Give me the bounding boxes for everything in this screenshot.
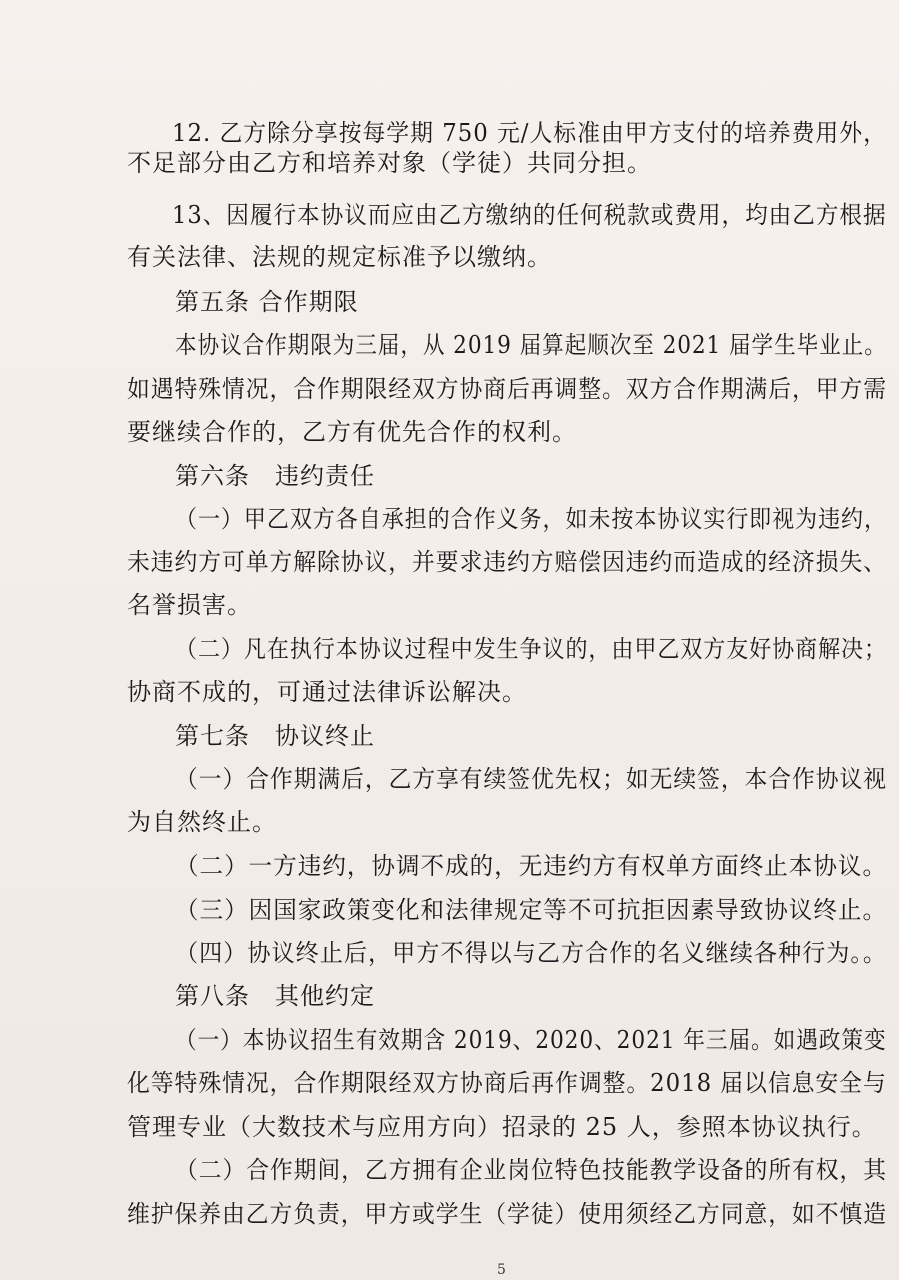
article-6-item-1-line-2: 未违约方可单方解除协议，并要求违约方赔偿因违约而造成的经济损失、 <box>127 548 887 576</box>
article-5-line-2: 如遇特殊情况，合作期限经双方协商后再调整。双方合作期满后，甲方需 <box>127 375 887 403</box>
clause-12-line-2: 不足部分由乙方和培养对象（学徒）共同分担。 <box>127 149 652 177</box>
article-8-item-1-line-2: 化等特殊情况，合作期限经双方协商后再作调整。2018 届以信息安全与 <box>127 1069 887 1097</box>
article-7-item-2: （二）一方违约，协调不成的，无违约方有权单方面终止本协议。 <box>175 852 888 880</box>
article-6-item-2-line-2: 协商不成的，可通过法律诉讼解决。 <box>127 678 527 706</box>
article-5-heading: 第五条 合作期限 <box>175 288 359 316</box>
article-5-line-1: 本协议合作期限为三届，从 2019 届算起顺次至 2021 届学生毕业止。 <box>175 331 887 359</box>
article-8-heading: 第八条 其他约定 <box>175 982 375 1010</box>
article-7-item-4: （四）协议终止后，甲方不得以与乙方合作的名义继续各种行为。。 <box>175 939 888 967</box>
article-8-item-1-line-3: 管理专业（大数技术与应用方向）招录的 25 人，参照本协议执行。 <box>127 1113 877 1141</box>
article-8-item-2-line-2: 维护保养由乙方负责，甲方或学生（学徒）使用须经乙方同意，如不慎造 <box>127 1200 887 1228</box>
article-8-item-2-line-1: （二）合作期间，乙方拥有企业岗位特色技能教学设备的所有权，其 <box>175 1156 887 1184</box>
article-7-heading: 第七条 协议终止 <box>175 722 375 750</box>
article-6-heading: 第六条 违约责任 <box>175 462 375 490</box>
article-7-item-3: （三）因国家政策变化和法律规定等不可抗拒因素导致协议终止。 <box>175 896 888 924</box>
page-number: 5 <box>497 1262 506 1278</box>
article-6-item-1-line-1: （一）甲乙双方各自承担的合作义务，如未按本协议实行即视为违约， <box>175 505 887 533</box>
clause-12-line-1: 12. 乙方除分享按每学期 750 元/人标准由甲方支付的培养费用外， <box>172 119 887 147</box>
article-5-line-3: 要继续合作的，乙方有优先合作的权利。 <box>127 418 577 446</box>
clause-13-line-2: 有关法律、法规的规定标准予以缴纳。 <box>127 243 552 271</box>
clause-13-line-1: 13、因履行本协议而应由乙方缴纳的任何税款或费用，均由乙方根据 <box>172 201 887 229</box>
article-7-item-1-line-1: （一）合作期满后，乙方享有续签优先权；如无续签，本合作协议视 <box>175 765 887 793</box>
article-7-item-1-line-2: 为自然终止。 <box>127 808 277 836</box>
article-8-item-1-line-1: （一）本协议招生有效期含 2019、2020、2021 年三届。如遇政策变 <box>175 1026 887 1054</box>
article-6-item-1-line-3: 名誉损害。 <box>127 591 252 619</box>
article-6-item-2-line-1: （二）凡在执行本协议过程中发生争议的，由甲乙双方友好协商解决； <box>175 635 887 663</box>
